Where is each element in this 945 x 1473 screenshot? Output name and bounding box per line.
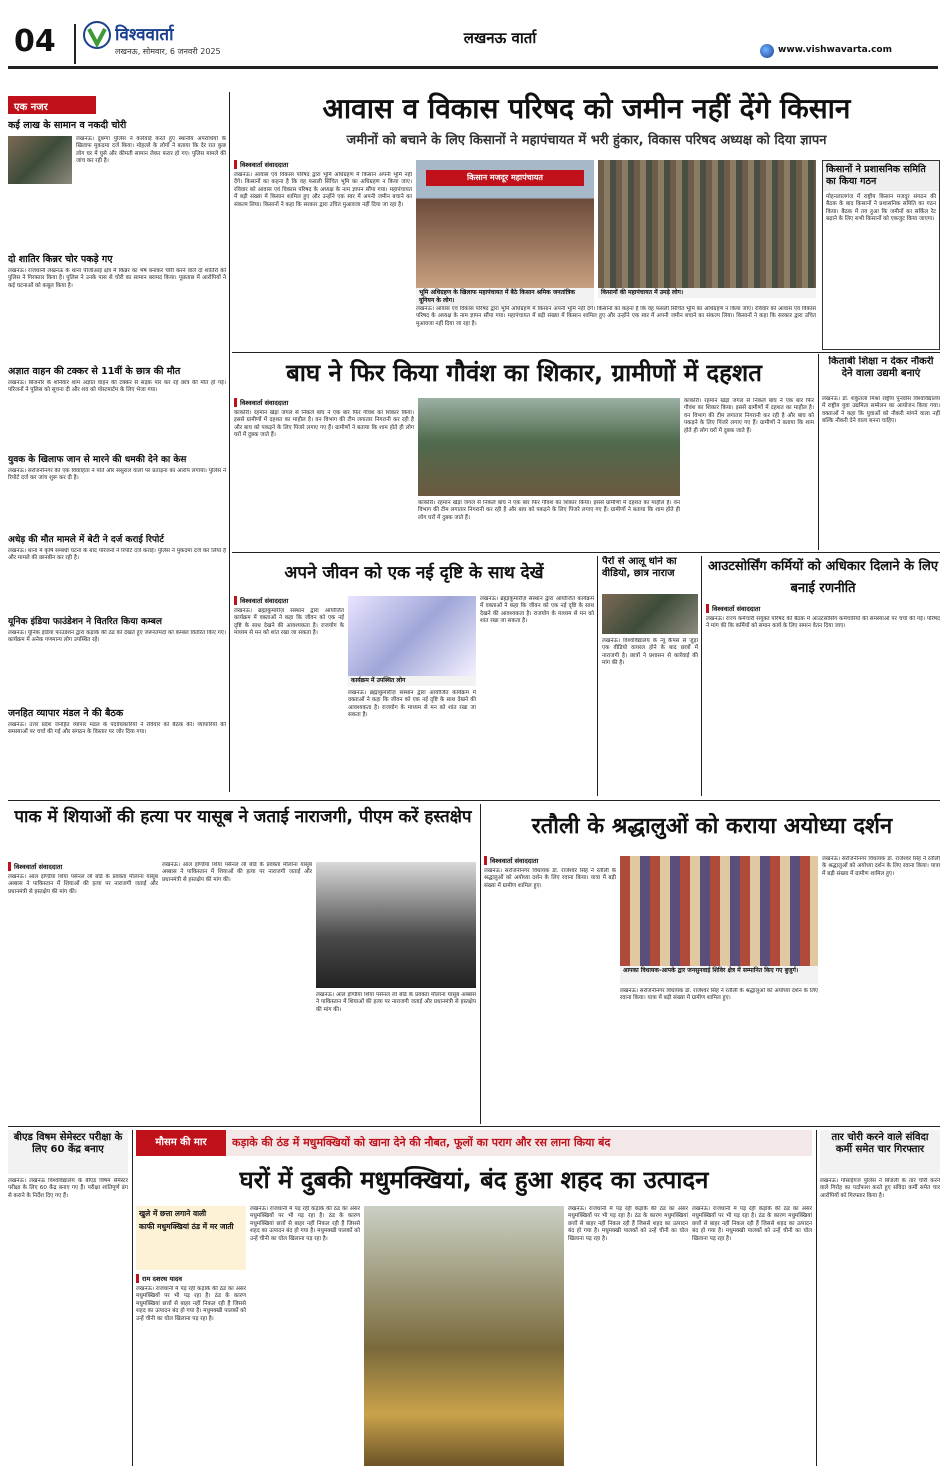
story-title: अज्ञात वाहन की टक्कर से 11वीं के छात्र की मौत xyxy=(8,366,181,377)
left-column xyxy=(8,96,226,791)
ratauli-body-3: लखनऊ। सरोजनीनगर विधायक डॉ. राजेश्वर सिंह ने रतौली के श्रद्धालुओं को अयोध्या दर्शन के लिए रवाना किया। यात्रा में बड़ी संख्या में ग्रामीण शामिल हुए। xyxy=(822,856,940,877)
web-icon xyxy=(760,44,774,58)
outsource-body: लखनऊ। राज्य कर्मचारी संयुक्त परिषद की बैठक में आउटसोर्सिंग कर्मचारियों की समस्याओं पर चर्चा की गई। परिषद ने मांग की कि कर्मियों को समान कार्य के लिए समान वेतन दिया जाए। xyxy=(706,616,940,630)
bullet-item: काफी मधुमक्खियां ठंड में मर जाती xyxy=(139,1222,234,1231)
ratauli-text xyxy=(484,856,616,1122)
lead-photo-crowd xyxy=(598,160,816,288)
photo-caption: भूमि अधिग्रहण के खिलाफ महापंचायत में बैठे किसान श्रमिक जनतांत्रिक यूनियन के लोग। xyxy=(416,288,594,306)
side-box xyxy=(822,160,940,350)
story-body: लखनऊ। राजधानी लखनऊ के थाना पीजीआई क्षेत्र में किन्नर का भेष बनाकर चोरी करने वाले दो शातिरों को पुलिस ने गिरफ्तार किया है। पुलिस ने उनके पास से चोरी का सामान बरामद किया। पूछताछ में आरोपियों ने कई घटनाओं को कबूल किया है। xyxy=(8,268,226,289)
section-title: लखनऊ वार्ता xyxy=(463,29,537,47)
potato-photo xyxy=(602,594,698,634)
vision-photo xyxy=(348,596,476,676)
vision-body: लखनऊ। ब्रह्माकुमारीज़ संस्थान द्वारा आयोजित कार्यक्रम में वक्ताओं ने कहा कि जीवन को एक नई दृष्टि के साथ देखने की आवश्यकता है। राजयोग के माध्यम से मन को शांत रखा जा सकता है। xyxy=(234,608,344,637)
tiger-body-2: काकोरी। रहमान खेड़ा जंगल से निकले बाघ ने एक बार फिर गौवंश का शिकार किया। इससे ग्रामीणों में दहशत का माहौल है। वन विभाग की टीम लगातार निगरानी कर रही है और बाघ को पकड़ने के लिए पिंजरे लगाए गए हैं। ग्रामीणों ने बताया कि शाम होते ही लोग घरों में दुबक जाते हैं। xyxy=(684,398,814,434)
story-body: लखनऊ। बिजनौर के शनिवार शाम अज्ञात वाहन की टक्कर से सड़क पार कर रहे छात्र की मौत हो गई। परिजनों ने पुलिस को सूचना दी और शव को पोस्टमार्टम के लिए भेजा गया। xyxy=(8,380,226,394)
byline: विश्ववार्ता संवाददाता xyxy=(706,604,940,613)
bed-headline: बीएड विषम सेमेस्टर परीक्षा के लिए 60 केंद्र बनाए xyxy=(8,1130,128,1174)
byline: विश्ववार्ता संवाददाता xyxy=(484,856,616,865)
thief-body: लखनऊ। गोसाईगंज पुलिस ने बिजली के तार चोरी करने वाले गिरोह का पर्दाफाश करते हुए संविदा कर्मी समेत चार आरोपियों को गिरफ्तार किया है। xyxy=(820,1178,940,1199)
pakistan-photo xyxy=(316,862,476,988)
outsource-headline: आउटसोर्सिंग कर्मियों को अधिकार दिलाने के लिए बनाई रणनीति xyxy=(707,559,939,596)
books-body: लखनऊ। डॉ. शकुंतला मिश्रा राष्ट्रीय पुनर्वास विश्वविद्यालय में राष्ट्रीय युवा उद्यमिता सम्मेलन का आयोजन किया गया। वक्ताओं ने कहा कि युवाओं को नौकरी मांगने वाला नहीं बल्कि नौकरी देने वाला बनना चाहिए। xyxy=(822,396,940,425)
bullet-item: खुले में छत्ता लगाने वाली xyxy=(139,1209,207,1218)
vision-body-2: लखनऊ। ब्रह्माकुमारीज़ संस्थान द्वारा आयोजित कार्यक्रम में वक्ताओं ने कहा कि जीवन को एक नई दृष्टि के साथ देखने की आवश्यकता है। राजयोग के माध्यम से मन को शांत रखा जा सकता है। xyxy=(348,690,476,719)
story-title: जनहित व्यापार मंडल ने की बैठक xyxy=(8,708,124,719)
story-body: लखनऊ। थाना में कृषि सम्बंधी घटना के बाद परिजनों ने रिपोर्ट दर्ज कराई। पुलिस ने मुकदमा दर्ज कर लिया है और मामले की छानबीन कर रही है। xyxy=(8,548,226,562)
vision-headline: अपने जीवन को एक नई दृष्टि के साथ देखें xyxy=(284,563,544,583)
story-title: यूनिक इंडिया फाउंडेशन ने वितरित किया कम्बल xyxy=(8,617,162,627)
lead-body: लखनऊ। आवास एवं विकास परिषद द्वारा भूमि अधिग्रहण में किसान अपनी भूमि नहीं देंगे। किसानों का कहना है कि वह फसली सिंचित भूमि का अधिग्रहण न किया जाए। रविवार को आवास एवं विकास परिषद के अध्यक्ष के नाम ज्ञापन सौंपा गया। महापंचायत में बड़ी संख्या में किसान शामिल हुए और उन्होंने एक स्वर में अपनी जमीन बचाने का संकल्प लिया। किसानों ने कहा कि सरकार द्वारा उचित मुआवजा नहीं दिया जा रहा है। xyxy=(234,172,412,208)
thief-headline: तार चोरी करने वाले संविदा कर्मी समेत चार गिरफ्तार xyxy=(820,1130,940,1174)
books-headline: किताबी शिक्षा न देकर नौकरी देने वाला उद्यमी बनाएं xyxy=(828,356,934,379)
story-title: कई लाख के सामान व नकदी चोरी xyxy=(8,120,127,131)
story-body: लखनऊ। उत्तर प्रदेश जनहित व्यापार मंडल के पदाधिकारियों ने रविवार को बैठक की। व्यापारियों की समस्याओं पर चर्चा की गई और संगठन के विस्तार पर जोर दिया गया। xyxy=(8,722,226,736)
dateline: लखनऊ, सोमवार, 6 जनवरी 2025 xyxy=(115,47,221,56)
ratauli-body: लखनऊ। सरोजनीनगर विधायक डॉ. राजेश्वर सिंह ने रतौली के श्रद्धालुओं को अयोध्या दर्शन के लिए रवाना किया। यात्रा में बड़ी संख्या में ग्रामीण शामिल हुए। xyxy=(484,868,616,889)
pakistan-text xyxy=(8,862,158,1122)
ek-nazar-tag: एक नजर xyxy=(8,96,96,114)
story-photo xyxy=(8,136,72,184)
story-title: दो शातिर किन्नर चोर पकड़े गए xyxy=(8,254,113,265)
weather-label: मौसम की मार xyxy=(136,1130,226,1156)
weather-strip-text: कड़ाके की ठंड में मधुमक्खियों को खाना देने की नौबत, फूलों का पराग और रस लाना किया बंद xyxy=(232,1136,611,1149)
honey-body-2: लखनऊ। राजधानी में पड़ रही कड़ाके की ठंड का असर मधुमक्खियों पर भी पड़ रहा है। ठंड के कारण मधुमक्खियां छत्तों से बाहर नहीं निकल रही हैं जिससे शहद का उत्पादन बंद हो गया है। मधुमक्खी पालकों को उन्हें चीनी का घोल खिलाना पड़ रहा है। xyxy=(250,1206,360,1242)
honey-body-4: लखनऊ। राजधानी में पड़ रही कड़ाके की ठंड का असर मधुमक्खियों पर भी पड़ रहा है। ठंड के कारण मधुमक्खियां छत्तों से बाहर नहीं निकल रही हैं जिससे शहद का उत्पादन बंद हो गया है। मधुमक्खी पालकों को उन्हें चीनी का घोल खिलाना पड़ रहा है। xyxy=(692,1206,812,1242)
honey-body-3: लखनऊ। राजधानी में पड़ रही कड़ाके की ठंड का असर मधुमक्खियों पर भी पड़ रहा है। ठंड के कारण मधुमक्खियां छत्तों से बाहर नहीं निकल रही हैं जिससे शहद का उत्पादन बंद हो गया है। मधुमक्खी पालकों को उन्हें चीनी का घोल खिलाना पड़ रहा है। xyxy=(568,1206,688,1242)
photo-caption: आपका विधायक-आपके द्वार जनसुनवाई शिविर क्षेत्र में सम्मानित किए गए बुजुर्ग। xyxy=(620,966,818,984)
honey-bullets xyxy=(136,1206,246,1270)
honey-text xyxy=(136,1274,246,1466)
honey-headline: घरों में दुबकी मधुमक्खियां, बंद हुआ शहद का उत्पादन xyxy=(239,1166,709,1194)
side-box-title: किसानों ने प्रशासनिक समिति का किया गठन xyxy=(823,161,939,191)
lead-photo-stage xyxy=(416,160,594,288)
byline: राम दशरथ यादव xyxy=(136,1274,246,1283)
vision-body-3: लखनऊ। ब्रह्माकुमारीज़ संस्थान द्वारा आयोजित कार्यक्रम में वक्ताओं ने कहा कि जीवन को एक नई दृष्टि के साथ देखने की आवश्यकता है। राजयोग के माध्यम से मन को शांत रखा जा सकता है। xyxy=(480,596,594,625)
ratauli-headline: रतौली के श्रद्धालुओं को कराया अयोध्या दर्शन xyxy=(531,814,893,839)
byline: विश्ववार्ता संवाददाता xyxy=(234,398,414,407)
pakistan-body-3: लखनऊ। आल इण्डिया शिया पर्सनल लॉ बोर्ड के प्रवक्ता मौलाना यासूब अब्बास ने पाकिस्तान में शियाओं की हत्या पर नाराजगी जताई और प्रधानमंत्री से हस्तक्षेप की मांग की। xyxy=(316,992,476,1013)
ratauli-photo xyxy=(620,856,818,966)
tiger-headline: बाघ ने फिर किया गौवंश का शिकार, ग्रामीणों में दहशत xyxy=(286,359,762,387)
byline: विश्ववार्ता संवाददाता xyxy=(234,596,344,605)
story-body: लखनऊ। सरोजनीनगर की एक विवाहिता ने पति और ससुराल वालों पर प्रताड़ना का आरोप लगाया। पुलिस ने रिपोर्ट दर्ज कर जांच शुरू कर दी है। xyxy=(8,468,226,482)
potato-headline: पैरों से आलू धोने का वीडियो, छात्र नाराज xyxy=(602,556,677,579)
website-link[interactable]: www.vishwavarta.com xyxy=(778,45,892,55)
lead-text-column xyxy=(234,160,412,350)
tiger-photo xyxy=(418,398,680,496)
brand-logo-icon xyxy=(82,20,112,50)
story-title: अधेड़ की मौत मामले में बेटी ने दर्ज कराई रिपोर्ट xyxy=(8,535,164,545)
pakistan-body: लखनऊ। आल इण्डिया शिया पर्सनल लॉ बोर्ड के प्रवक्ता मौलाना यासूब अब्बास ने पाकिस्तान में शियाओं की हत्या पर नाराजगी जताई और प्रधानमंत्री से हस्तक्षेप की मांग की। xyxy=(8,874,158,895)
story-title: युवक के खिलाफ जान से मारने की धमकी देने का केस xyxy=(8,455,187,465)
side-box-body: मोहनलालगंज में राष्ट्रीय किसान मजदूर संगठन की बैठक के बाद किसानों ने प्रशासनिक समिति का गठन किया। बैठक में तय हुआ कि जमीनों का सर्किल रेट बढ़ाने के लिए सभी किसानों को एकजुट किया जाएगा। xyxy=(826,194,936,223)
vision-text xyxy=(234,596,344,796)
masthead xyxy=(0,0,945,70)
brand-name: विश्ववार्ता xyxy=(115,25,174,44)
pakistan-body-2: लखनऊ। आल इण्डिया शिया पर्सनल लॉ बोर्ड के प्रवक्ता मौलाना यासूब अब्बास ने पाकिस्तान में शियाओं की हत्या पर नाराजगी जताई और प्रधानमंत्री से हस्तक्षेप की मांग की। xyxy=(162,862,312,883)
ratauli-body-2: लखनऊ। सरोजनीनगर विधायक डॉ. राजेश्वर सिंह ने रतौली के श्रद्धालुओं को अयोध्या दर्शन के लिए रवाना किया। यात्रा में बड़ी संख्या में ग्रामीण शामिल हुए। xyxy=(620,988,818,1002)
tiger-text xyxy=(234,398,414,548)
honey-photo xyxy=(364,1206,564,1466)
tiger-body-3: काकोरी। रहमान खेड़ा जंगल से निकले बाघ ने एक बार फिर गौवंश का शिकार किया। इससे ग्रामीणों में दहशत का माहौल है। वन विभाग की टीम लगातार निगरानी कर रही है और बाघ को पकड़ने के लिए पिंजरे लगाए गए हैं। ग्रामीणों ने बताया कि शाम होते ही लोग घरों में दुबक जाते हैं। xyxy=(418,500,680,521)
photo-caption: कार्यक्रम में उपस्थित लोग xyxy=(348,676,476,686)
byline: विश्ववार्ता संवाददाता xyxy=(8,862,158,871)
tiger-body: काकोरी। रहमान खेड़ा जंगल से निकले बाघ ने एक बार फिर गौवंश का शिकार किया। इससे ग्रामीणों में दहशत का माहौल है। वन विभाग की टीम लगातार निगरानी कर रही है और बाघ को पकड़ने के लिए पिंजरे लगाए गए हैं। ग्रामीणों ने बताया कि शाम होते ही लोग घरों में दुबक जाते हैं। xyxy=(234,410,414,439)
potato-body: लखनऊ। विश्वविद्यालय के न्यू कैंपस से जुड़ा एक वीडियो वायरल होने के बाद छात्रों में नाराजगी है। छात्रों ने प्रशासन से कार्रवाई की मांग की है। xyxy=(602,638,698,667)
page-number: 04 xyxy=(14,24,56,59)
pakistan-headline: पाक में शियाओं की हत्या पर यासूब ने जताई नाराजगी, पीएम करें हस्तक्षेप xyxy=(14,807,472,827)
honey-body: लखनऊ। राजधानी में पड़ रही कड़ाके की ठंड का असर मधुमक्खियों पर भी पड़ रहा है। ठंड के कारण मधुमक्खियां छत्तों से बाहर नहीं निकल रही हैं जिससे शहद का उत्पादन बंद हो गया है। मधुमक्खी पालकों को उन्हें चीनी का घोल खिलाना पड़ रहा है। xyxy=(136,1286,246,1322)
story-body: लखनऊ। यूनिक इंडिया फाउंडेशन द्वारा कड़ाके की ठंड को देखते हुए जरूरतमंदों को कम्बल वितरित किए गए। कार्यक्रम में अनेक गणमान्य लोग उपस्थित रहे। xyxy=(8,630,226,644)
photo-caption: किसानों की महापंचायत में उमड़े लोग। xyxy=(598,288,816,298)
bed-body: लखनऊ। लखनऊ विश्वविद्यालय के बीएड विषम सेमेस्टर परीक्षा के लिए 60 केंद्र बनाए गए हैं। परीक्षा शांतिपूर्ण ढंग से कराने के निर्देश दिए गए हैं। xyxy=(8,1178,128,1199)
lead-headline: आवास व विकास परिषद को जमीन नहीं देंगे किसान xyxy=(322,92,851,125)
lead-subhead: जमीनों को बचाने के लिए किसानों ने महापंचायत में भरी हुंकार, विकास परिषद अध्यक्ष को दिया ज्ञापन xyxy=(346,133,827,148)
byline: विश्ववार्ता संवाददाता xyxy=(234,160,412,169)
lead-body-2: लखनऊ। आवास एवं विकास परिषद द्वारा भूमि अधिग्रहण में किसान अपनी भूमि नहीं देंगे। किसानों का कहना है कि वह फसली सिंचित भूमि का अधिग्रहण न किया जाए। रविवार को आवास एवं विकास परिषद के अध्यक्ष के नाम ज्ञापन सौंपा गया। महापंचायत में बड़ी संख्या में किसान शामिल हुए और उन्होंने एक स्वर में अपनी जमीन बचाने का संकल्प लिया। किसानों ने कहा कि सरकार द्वारा उचित मुआवजा नहीं दिया जा रहा है। xyxy=(416,306,816,327)
outsource-text xyxy=(706,604,940,796)
weather-strip xyxy=(136,1130,812,1156)
banner: किसान मजदूर महापंचायत xyxy=(426,170,584,186)
story-body: लखनऊ। दुबग्गा पुलिस ने कार्रवाई करते हुए स्थानीय अपराधियों के खिलाफ मुकदमा दर्ज किया। मोहल्ले के लोगों ने बताया कि देर रात कुछ लोग घर में घुसे और कीमती सामान लेकर फरार हो गए। पुलिस मामले की जांच कर रही है। xyxy=(76,136,226,165)
